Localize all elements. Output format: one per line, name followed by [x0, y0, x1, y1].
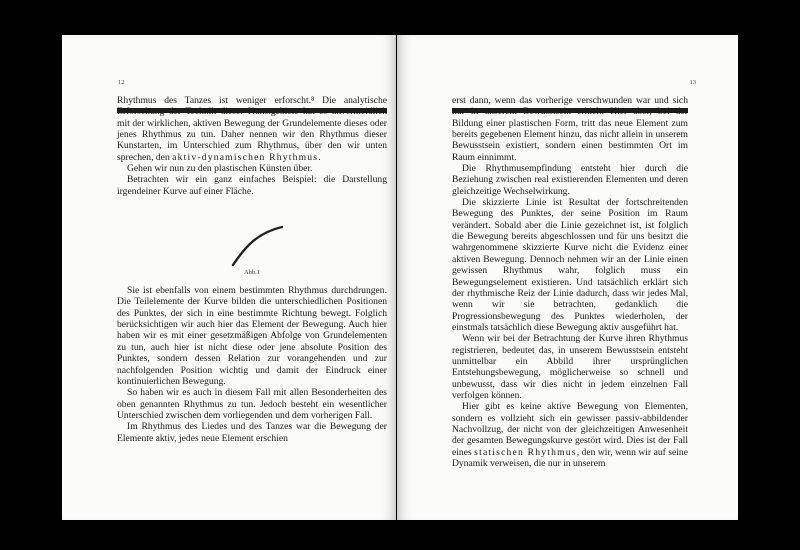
page-number-right: 13: [689, 79, 696, 86]
paragraph: Hier gibt es keine aktive Bewegung von Elementen, sondern es vollzieht sich ein gewisser passiv-abbildender Nachvollzug, der nicht von der gleichzeitigen Anwesenheit der gesamten Bewegungskurve gestört wird. Dies ist der Fall eines statischen Rhythmus, den wir, wenn wir auf seine Dynamik verweisen, die nur in unserem: [452, 401, 688, 469]
left-block-2: [117, 285, 387, 444]
paragraph: Die skizzierte Linie ist Resultat der fortschreitenden Bewegung des Punktes, der seine Position im Raum verändert. Sobald aber die Linie gezeichnet ist, ist folglich die Bewegung bereits abgeschlossen und für uns besitzt die wahrgenommene skizzierte Kurve nicht die Evidenz einer aktiven Bewegung. Dennoch nehmen wir an der Linie einen gewissen Rhythmus wahr, folglich muss ein Bewegungselement existieren. Und tatsächlich erklärt sich der rhythmische Reiz der Linie dadurch, dass wir jedes Mal, wenn wir sie betrachten, gedanklich die Progressionsbewegung des Punktes wiederholen, der einstmals tatsächlich diese Bewegung aktiv ausgeführt hat.: [452, 197, 688, 333]
paragraph: Wenn wir bei der Betrachtung der Kurve ihren Rhythmus registrieren, bedeutet das, in unserem Bewusstsein entsteht unmittelbar ein Abbild ihrer ursprünglichen Entstehungsbewegung, möglicherweise so schnell und unbewusst, dass wir dies nicht in jedem einzelnen Fall verfolgen können.: [452, 333, 688, 401]
paragraph: Sie ist ebenfalls von einem bestimmten Rhythmus durchdrungen. Die Teilelemente der Kurve bilden die unterschiedlichen Positionen des Punktes, der sich in eine bestimmte Richtung bewegt. Folglich berücksichtigen wir auch hier das Element der Bewegung. Auch hier haben wir es mit einer gesetzmäßigen Abfolge von Grundelementen zu tun, auch hier ist nicht diese oder jene absolute Position des Punktes, sondern dessen Relation zur vorangehenden und zur nachfolgenden Position wichtig und damit der Eindruck einer kontinuierlichen Bewegung.: [117, 285, 387, 387]
paragraph: Im Rhythmus des Liedes und des Tanzes war die Bewegung der Elemente aktiv, jedes neue Element erschien: [117, 421, 387, 444]
left-page: [62, 35, 396, 520]
paragraph: Die Rhythmusempfindung entsteht hier durch die Beziehung zwischen real existierenden Elementen und deren gleichzeitige Wechselwirkung.: [452, 163, 688, 197]
left-block-1: [117, 95, 387, 197]
paragraph: Gehen wir nun zu den plastischen Künsten über.: [127, 163, 313, 175]
paragraph: Betrachten wir ein ganz einfaches Beispiel: die Darstellung irgendeiner Kurve auf einer Fläche.: [117, 174, 387, 197]
figure-caption: Abb.1: [243, 269, 261, 277]
page-number-left: 12: [118, 79, 125, 86]
paragraph: So haben wir es auch in diesem Fall mit allen Besonderheiten des oben genannten Rhythmus zu tun. Jedoch besteht ein wesentlicher Unterschied zwischen dem vorliegenden und dem vorherigen Fall.: [117, 387, 387, 421]
left-page-text: [117, 95, 387, 444]
figure-curve: [117, 203, 387, 277]
right-page: [397, 35, 738, 520]
right-page-text: [452, 95, 688, 469]
paragraph: erst dann, wenn das vorherige verschwunden war und sich nur in unserem Bewusstsein erhielt. Hier aber, bei der Bildung einer plastischen Form, tritt das neue Element zum bereits gegebenen Element hinzu, das nicht allein in unserem Bewusstsein existiert, sondern einen bestimmten Ort im Raum einnimmt.: [452, 95, 688, 163]
paragraph: Rhythmus des Tanzes ist weniger erforscht.⁸ Die analytische Erforschung der Technik dieser Kunstgebiete hat es unvermeidlich mit der wirklichen, aktiven Bewegung der Grundelemente dieses oder jenes Rhythmus zu tun. Daher nennen wir den Rhythmus dieser Kunstarten, im Unterschied zum Rhythmus, über den wir unten sprechen, den aktiv-dynamischen Rhythmus.: [117, 95, 387, 163]
curve-line: [233, 227, 282, 265]
